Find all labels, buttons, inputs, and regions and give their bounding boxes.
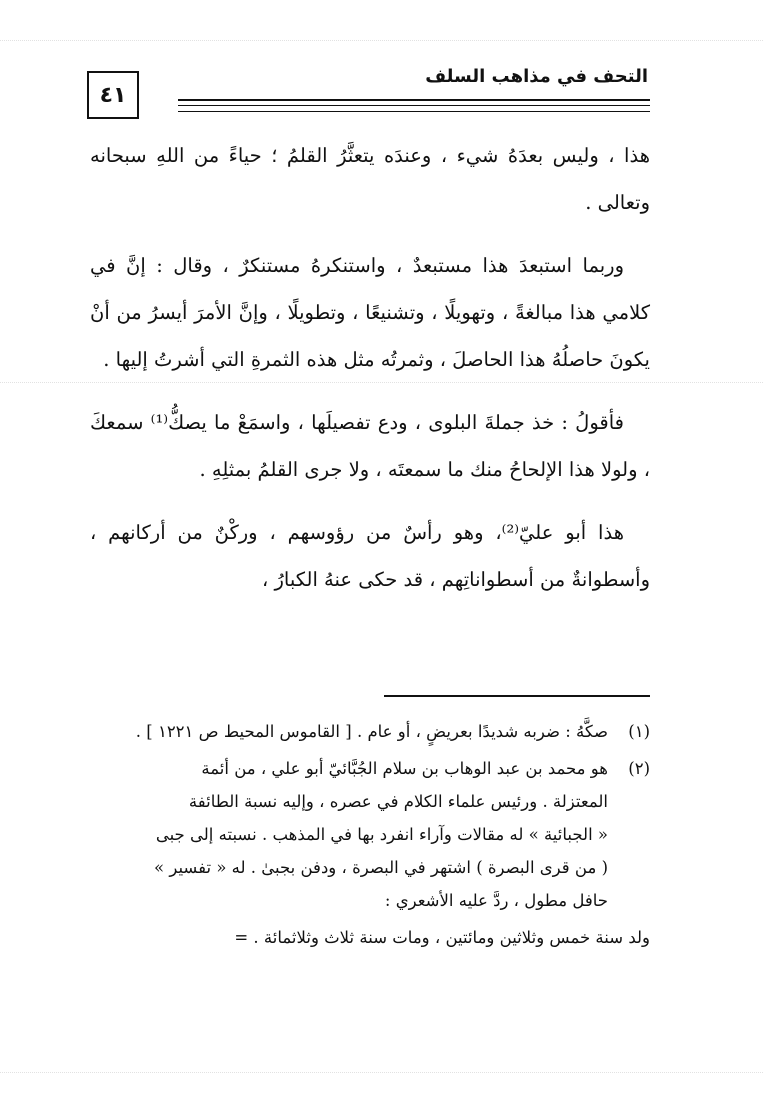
footnote-marker: (٢) (628, 759, 650, 778)
footnote-line: هو محمد بن عبد الوهاب بن سلام الجُبَّائيّ أبو علي ، من أئمة (201, 759, 608, 778)
running-title: التحف في مذاهب السلف (425, 66, 648, 87)
header-rule (178, 111, 650, 112)
paragraph: هذا ، وليس بعدَهُ شيء ، وعندَه يتعثَّرُ القلمُ ؛ حياءً من اللهِ سبحانه وتعالى . (90, 144, 650, 214)
paragraph: هذا أبو عليّ⁽²⁾، وهو رأسٌ من رؤوسهم ، وركْنٌ من أركانهم ، وأسطوانةٌ من أسطواناتِهم ، قد حكى عنهُ الكبارُ ، (90, 521, 650, 591)
footnote-2 (90, 752, 650, 917)
page-number: ٤١ (87, 71, 139, 119)
paragraph: وربما استبعدَ هذا مستبعدٌ ، واستنكرهُ مستنكرٌ ، وقال : إنَّ في كلامي هذا مبالغةً ، وتهويلًا ، وتشنيعًا ، وتطويلًا ، وإنَّ الأمرَ أيسرُ من أنْ يكونَ حاصلُهُ هذا الحاصلَ ، وثمرتُه مثل هذه الثمرةِ التي أشرتُ إليها . (90, 254, 650, 371)
paragraph: فأقولُ : خذ جملةَ البلوى ، ودع تفصيلَها ، واسمَعْ ما يصكُّ⁽¹⁾ سمعكَ ، ولولا هذا الإلحاحُ منك ما سمعتَه ، ولا جرى القلمُ بمثلِهِ . (90, 411, 650, 481)
footnote-line: المعتزلة . ورئيس علماء الكلام في عصره ، وإليه نسبة الطائفة (188, 792, 608, 811)
footnote-continuation: ولد سنة خمس وثلاثين ومائتين ، ومات سنة ثلاث وثلاثمائة . = (234, 928, 650, 947)
header-rule (178, 99, 650, 101)
footnote-line: « الجبائية » له مقالات وآراء انفرد بها في المذهب . نسبته إلى جبى (155, 825, 608, 844)
footnotes (90, 715, 650, 954)
header-rule (178, 105, 650, 106)
footnote-separator (384, 695, 650, 697)
scan-artifact-line (0, 1072, 763, 1073)
scan-artifact-line (0, 40, 763, 41)
footnote-text (90, 752, 608, 917)
footnote-1 (90, 715, 650, 748)
footnote-text: صكَّهُ : ضربه شديدًا بعريضٍ ، أو عام . [ القاموس المحيط ص ١٢٢١ ] . (135, 722, 608, 741)
main-text (90, 132, 650, 619)
footnote-line: حافل مطول ، ردَّ عليه الأشعري : (384, 891, 608, 910)
footnote-marker: (١) (628, 722, 650, 741)
footnote-line: ( من قرى البصرة ) اشتهر في البصرة ، ودفن بجبىٰ . له « تفسير » (154, 858, 608, 877)
